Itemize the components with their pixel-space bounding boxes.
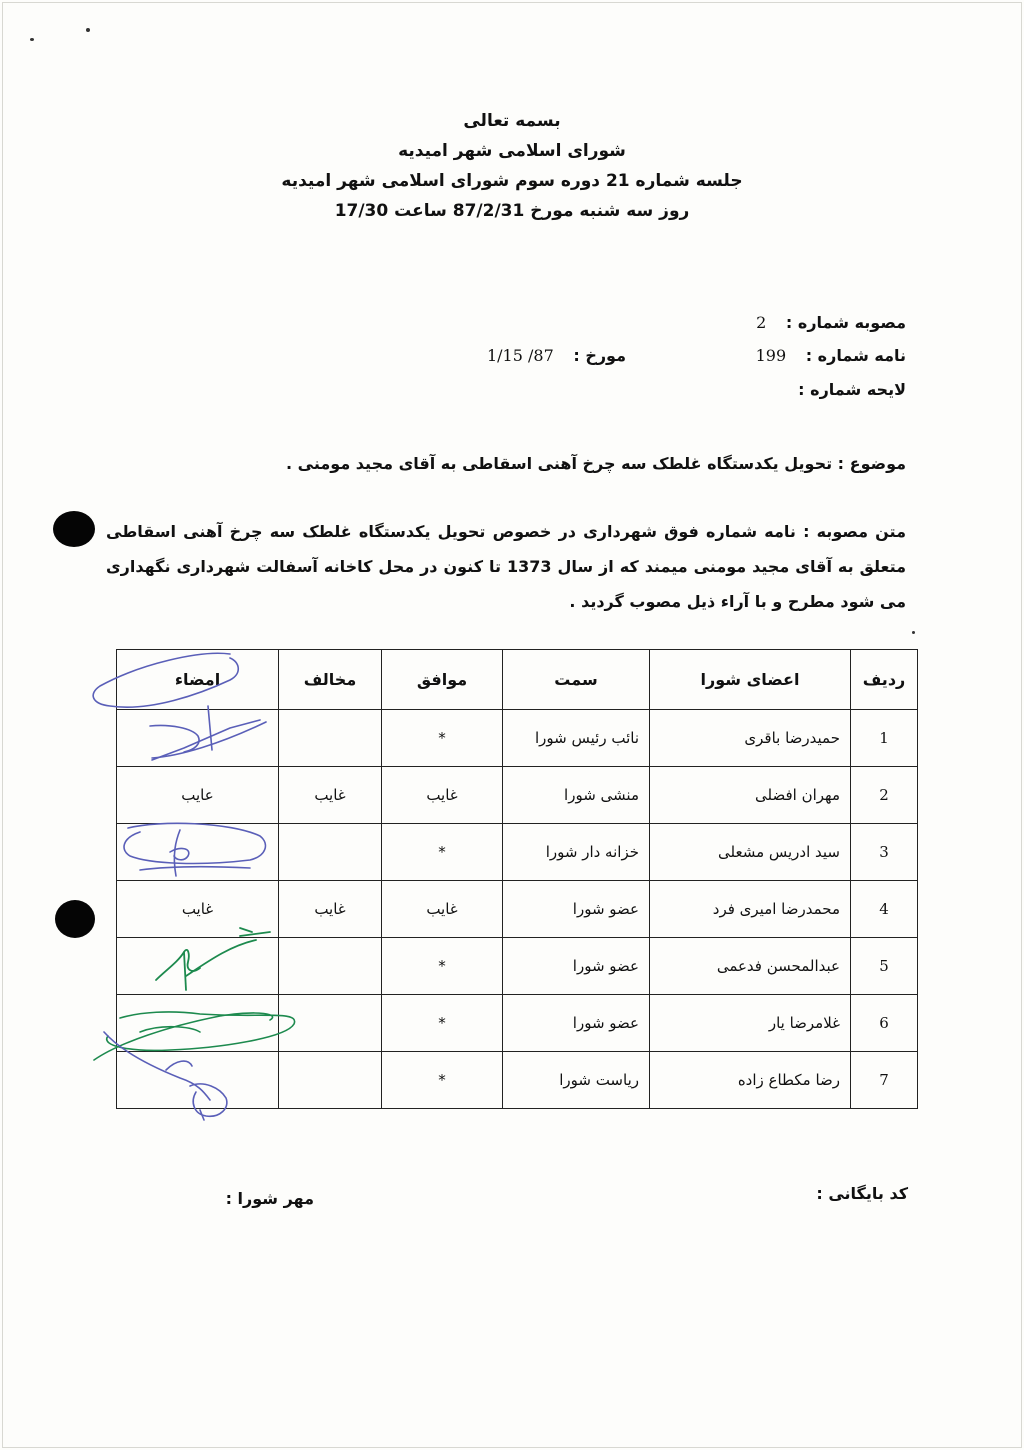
table-row [117,767,918,824]
header-position: سمت [503,650,650,710]
member-name: غلامرضا یار [650,995,851,1052]
punch-hole-top [53,511,95,547]
table-row [117,1052,918,1109]
vote-agree: غایب [382,881,503,938]
row-number: 4 [851,881,918,938]
vote-agree: غایب [382,767,503,824]
member-position: نائب رئیس شورا [503,710,650,767]
vote-oppose [279,938,382,995]
row-number: 3 [851,824,918,881]
table-row [117,881,918,938]
member-name: حمیدرضا باقری [650,710,851,767]
member-position: عضو شورا [503,995,650,1052]
vote-oppose [279,710,382,767]
row-number: 2 [851,767,918,824]
row-number: 7 [851,1052,918,1109]
table-row [117,824,918,881]
signature-cell [117,710,279,767]
member-position: ریاست شورا [503,1052,650,1109]
member-position: منشی شورا [503,767,650,824]
signature-cell [117,995,279,1052]
member-name: محمدرضا امیری فرد [650,881,851,938]
table-body [117,710,918,1109]
resolution-number-value: 2 [756,313,767,332]
header-council-name: شورای اسلامی شهر امیدیه [398,141,626,161]
vote-agree: * [382,995,503,1052]
letter-number-label: نامه شماره : [805,346,906,365]
vote-oppose [279,1052,382,1109]
header-session: جلسه شماره 21 دوره سوم شورای اسلامی شهر امیدیه [281,171,743,191]
member-position: عضو شورا [503,938,650,995]
subject: موضوع : تحویل یکدستگاه غلطک سه چرخ آهنی اسقاطی به آقای مجید مومنی . [286,454,906,473]
vote-oppose: غایب [279,767,382,824]
table-header-row [117,650,918,710]
member-position: عضو شورا [503,881,650,938]
row-number: 1 [851,710,918,767]
vote-agree: * [382,824,503,881]
letter-date-label: مورخ : [573,346,626,365]
bill-number [798,380,906,399]
letter-date [487,346,626,365]
header-agree: موافق [382,650,503,710]
ink-speck [86,28,90,32]
letter-number [756,346,906,365]
vote-oppose [279,995,382,1052]
table-row [117,710,918,767]
archive-code: کد بایگانی : [816,1184,908,1203]
punch-hole-bottom [55,900,95,938]
signature-cell: غایب [117,881,279,938]
table-row [117,938,918,995]
vote-agree: * [382,1052,503,1109]
row-number: 6 [851,995,918,1052]
header-signature: امضاء [117,650,279,710]
member-position: خزانه دار شورا [503,824,650,881]
header-row-number: ردیف [851,650,918,710]
vote-agree: * [382,938,503,995]
resolution-number-label: مصوبه شماره : [785,313,906,332]
member-name: مهران افضلی [650,767,851,824]
header-oppose: مخالف [279,650,382,710]
ink-speck [30,38,34,41]
header-member: اعضای شورا [650,650,851,710]
signature-cell [117,1052,279,1109]
table-row [117,995,918,1052]
member-name: سید ادریس مشعلی [650,824,851,881]
header-date: روز سه شنبه مورخ 87/2/31 ساعت 17/30 [334,201,690,221]
resolution-number [756,313,906,332]
signature-cell [117,824,279,881]
vote-agree: * [382,710,503,767]
signature-cell: عایب [117,767,279,824]
header-basmala: بسمه تعالی [463,111,561,131]
bill-number-label: لایحه شماره : [798,380,906,399]
document-header [0,106,1024,226]
signature-cell [117,938,279,995]
row-number: 5 [851,938,918,995]
resolution-body: متن مصوبه : نامه شماره فوق شهرداری در خصوص تحویل یکدستگاه غلطک سه چرخ آهنی اسقاطی متعلق به آقای مجید مومنی میمند که از سال 1373 تا کنون در محل کاخانه آسفالت شهرداری نگهداری می شود مطرح و با آراء ذیل مصوب گردید . [106,522,907,611]
member-name: رضا مکطاع زاده [650,1052,851,1109]
ink-speck [912,631,915,634]
member-name: عبدالمحسن فدعمی [650,938,851,995]
members-table [116,649,918,1109]
vote-oppose: غایب [279,881,382,938]
letter-number-value: 199 [755,346,787,365]
council-seal: مهر شورا : [225,1189,314,1208]
letter-date-value: 87/ 1/15 [486,346,554,365]
vote-oppose [279,824,382,881]
